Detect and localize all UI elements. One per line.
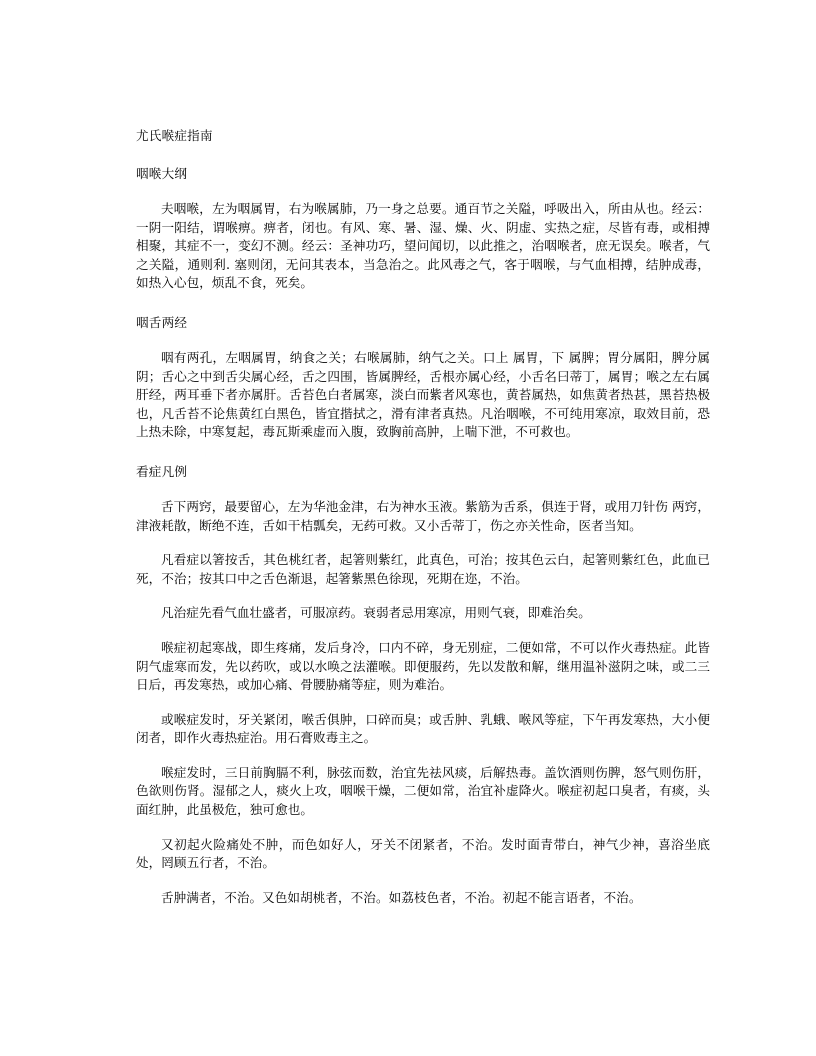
section-heading-3: 看症凡例 xyxy=(136,463,188,479)
paragraph: 舌肿满者，不治。又色如胡桃者，不治。如荔枝色者，不治。初起不能言语者，不治。 xyxy=(161,889,642,905)
paragraph: 舌下两窍，最要留心，左为华池金津，右为神水玉液。紫筋为舌系，俱连于肾，或用刀针伤 两窍，津液耗散，断绝不连，舌如干桔瓢矣，无药可救。又小舌蒂丁，伤之亦关性命，医者当知。 xyxy=(136,498,710,533)
section-heading-2: 咽舌两经 xyxy=(136,314,188,330)
section-heading-1: 咽喉大纲 xyxy=(136,166,188,181)
paragraph: 凡看症以箸按舌，其色桃红者，起箸则紫红，此真色，可治；按其色云白，起箸则紫红色，此血已死，不治；按其口中之舌色渐退，起箸紫黑色徐现，死期在迩，不治。 xyxy=(136,552,710,586)
paragraph: 夫咽喉，左为咽属胃，右为喉属肺，乃一身之总要。通百节之关隘，呼吸出入，所由从也。经云：一阴一阳结，谓喉痹。痹者，闭也。有风、寒、暑、湿、燥、火、阴虚、实热之症，尽皆有毒，或相搏相聚，其症不一，变幻不测。经云：圣神功巧，望问闻切，以此推之，治咽喉者，庶无误矣。喉者，气之关隘，通则利. 塞则闭，无问其表本，当急治之。此风毒之气，客于咽喉，与气血相搏，结肿成毒，如热入心包，烦乱不食，死矣。 xyxy=(136,201,710,291)
paragraph: 又初起火险痛处不肿，而色如好人，牙关不闭紧者，不治。发时面青带白，神气少神，喜浴坐底处，罔顾五行者，不治。 xyxy=(136,836,710,871)
paragraph: 咽有两孔，左咽属胃，纳食之关；右喉属肺，纳气之关。口上 属胃，下 属脾；胃分属阳，脾分属阴；舌心之中到舌尖属心经，舌之四围，皆属脾经，舌根亦属心经，小舌名曰蒂丁，属胃；喉之左右属肝经，两耳垂下者亦属肝。舌苔色白者属寒，淡白而紫者风寒也，黄苔属热，如焦黄者热甚，黑苔热极也，凡舌苔不论焦黄红白黑色，皆宜揩拭之，滑有津者真热。凡治咽喉，不可纯用寒凉，取效目前，恐上热未除，中寒复起，毒瓦斯乘虚而入腹，致胸前高肿，上喘下泄，不可救也。 xyxy=(136,349,710,440)
document-body xyxy=(136,128,710,907)
paragraph: 喉症发时，三日前胸膈不利，脉弦而数，治宜先祛风痰，后解热毒。盖饮酒则伤脾，怒气则伤肝，色欲则伤肾。湿郁之人，痰火上攻，咽喉干燥，二便如常，治宜补虚降火。喉症初起口臭者，有痰，头面红肿，此虽极危，独可愈也。 xyxy=(136,764,710,818)
paragraph: 喉症初起寒战，即生疼痛，发后身冷，口内不碎，身无别症，二便如常，不可以作火毒热症。此皆阴气虚寒而发，先以药吹，或以水唤之法灌喉。即便服药，先以发散和解，继用温补滋阴之味，或二三日后，再发寒热，或加心痛、骨腰胁痛等症，则为难治。 xyxy=(136,639,710,693)
page-title: 尤氏喉症指南 xyxy=(136,128,213,143)
paragraph: 凡治症先看气血壮盛者，可服凉药。衰弱者忌用寒凉，用则气衰，即难治矣。 xyxy=(161,605,591,621)
paragraph: 或喉症发时，牙关紧闭，喉舌俱肿，口碎而臭；或舌肿、乳蛾、喉风等症，下午再发寒热，大小便闭者，即作火毒热症治。用石膏败毒主之。 xyxy=(136,711,710,746)
